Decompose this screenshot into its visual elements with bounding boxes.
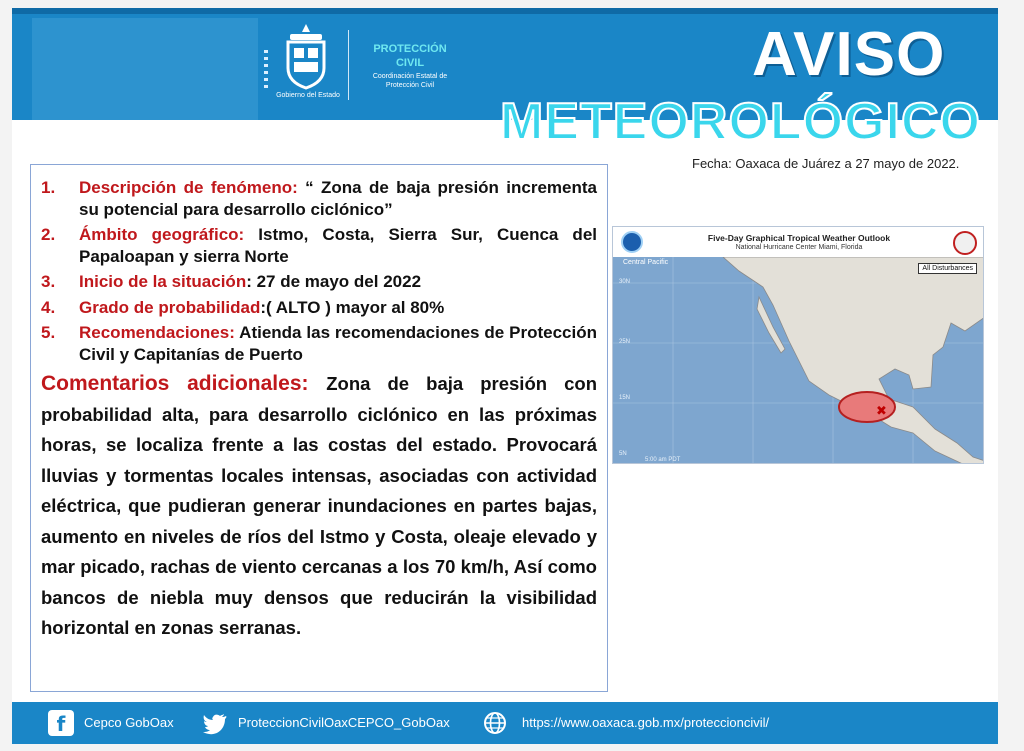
header-divider	[348, 30, 349, 100]
disturbance-marker-icon: ✖	[876, 404, 887, 419]
lat-label: 15N	[619, 395, 631, 401]
state-seal-icon	[280, 22, 332, 90]
proteccion-civil-title: PROTECCIÓN CIVIL	[373, 43, 447, 69]
comments-text: Zona de baja presión con probabilidad alta, para desarrollo ciclónico en las próximas horas, se localiza frente a las costas del estado. Provocará lluvias y tormentas locales intensas, asociadas con actividad eléctrica, que pudieran generar inundaciones en partes bajas, aumento en niveles de ríos del Istmo y Costa, oleaje elevado y mar picado, rachas de viento cercanas a los 70 km/h, Así como bancos de niebla muy densos que reducirán la visibilidad horizontal en zonas serranas.	[41, 373, 597, 638]
bulletin-item	[41, 322, 597, 365]
item-label: Ámbito geográfico:	[79, 225, 245, 244]
lat-label: 5N	[619, 451, 627, 457]
aviso-title: AVISO	[752, 20, 946, 89]
bulletin-item	[41, 271, 597, 293]
header-blank-block	[32, 18, 258, 120]
item-number: 5.	[41, 323, 56, 342]
lat-label: 25N	[619, 339, 631, 345]
globe-icon[interactable]	[482, 710, 508, 736]
comments-colon: :	[301, 372, 327, 395]
facebook-icon[interactable]: f	[48, 710, 74, 736]
bulletin-content	[30, 164, 608, 692]
landmass	[723, 257, 984, 464]
item-text: Istmo, Costa, Sierra Sur, Cuenca del Papaloapan y sierra Norte	[79, 225, 597, 266]
bulletin-item	[41, 297, 597, 319]
disturbances-badge: All Disturbances	[918, 263, 977, 274]
map-graphic	[613, 257, 984, 464]
item-text: “ Zona de baja presión incrementa su potencial para desarrollo ciclónico”	[79, 178, 598, 219]
map-title: Five-Day Graphical Tropical Weather Outlook	[707, 233, 891, 243]
date-line: Fecha: Oaxaca de Juárez a 27 mayo de 2022.	[692, 156, 960, 171]
proteccion-civil-subtitle: Coordinación Estatal de Protección Civil	[372, 73, 448, 89]
item-text: Atienda las recomendaciones de Protección Civil y Capitanías de Puerto	[79, 323, 597, 364]
item-label: Descripción de fenómeno:	[79, 178, 298, 197]
header-stripe	[12, 8, 998, 14]
noaa-logo-icon	[621, 231, 643, 253]
item-label: Grado de probabilidad	[79, 297, 261, 317]
region-label: Central Pacific	[623, 259, 669, 266]
facebook-link[interactable]: Cepco GobOax	[84, 715, 174, 730]
map-timestamp: 5:00 am PDT	[645, 457, 681, 463]
website-link[interactable]: https://www.oaxaca.gob.mx/proteccioncivil/	[522, 715, 770, 730]
gov-label: Gobierno del Estado	[276, 92, 340, 99]
item-text: : 27 de mayo del 2022	[246, 272, 422, 291]
bulletin-item	[41, 224, 597, 267]
lat-label: 30N	[619, 279, 631, 285]
item-label: Inicio de la situación	[79, 272, 247, 291]
weather-outlook-map	[612, 226, 984, 464]
item-number: 1.	[41, 178, 56, 197]
map-area	[613, 257, 984, 464]
map-subtitle: National Hurricane Center Miami, Florida	[735, 244, 863, 251]
bulletin-sheet	[12, 8, 998, 744]
item-number: 3.	[41, 272, 56, 291]
additional-comments	[41, 369, 597, 644]
item-text: :( ALTO ) mayor al 80%	[260, 297, 445, 317]
comments-label: Comentarios adicionales	[41, 372, 302, 395]
twitter-link[interactable]: ProteccionCivilOaxCEPCO_GobOax	[238, 715, 450, 730]
item-number: 4.	[41, 297, 56, 317]
map-header	[613, 227, 984, 257]
bulletin-item	[41, 177, 597, 220]
nws-logo-icon	[953, 231, 977, 255]
bulletin-items	[41, 177, 597, 365]
meteorologico-title: METEOROLÓGICO	[500, 93, 981, 151]
twitter-icon[interactable]	[202, 710, 228, 736]
footer-bar	[12, 702, 998, 744]
dots-divider	[264, 50, 268, 88]
item-number: 2.	[41, 225, 56, 244]
item-label: Recomendaciones:	[79, 323, 235, 342]
